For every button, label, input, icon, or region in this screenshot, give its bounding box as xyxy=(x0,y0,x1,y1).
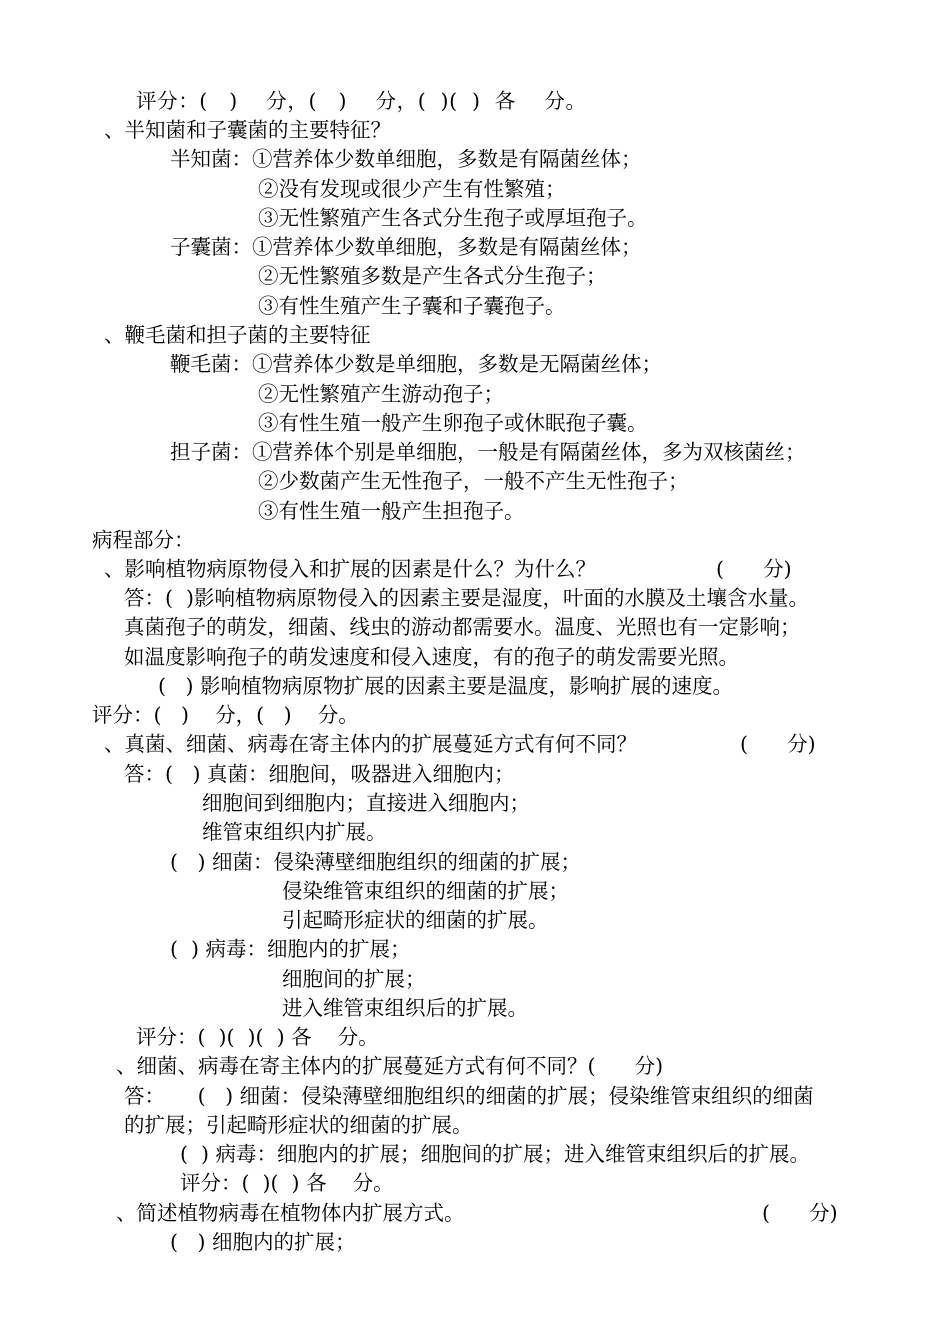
answer-line: ( ) 细胞内的扩展； xyxy=(170,1230,356,1254)
answer-line: ②无性繁殖产生游动孢子； xyxy=(258,382,504,406)
scoring-line: 评分：( )( )( ) 各 分。 xyxy=(136,1025,379,1049)
question-heading: 、简述植物病毒在植物体内扩展方式。 xyxy=(116,1201,465,1225)
answer-line: ③有性生殖一般产生卵孢子或休眠孢子囊。 xyxy=(258,411,648,435)
points-label: ( 分) xyxy=(740,732,816,756)
answer-line: 引起畸形症状的细菌的扩展。 xyxy=(282,908,549,932)
answer-line: ( ) 细菌：侵染薄壁细胞组织的细菌的扩展； xyxy=(170,850,582,874)
answer-line: 答：( ) 真菌：细胞间，吸器进入细胞内； xyxy=(124,762,515,786)
question-heading: 、细菌、病毒在寄主体内的扩展蔓延方式有何不同？( 分) xyxy=(116,1054,664,1078)
scoring-line: 评分：( )( ) 各 分。 xyxy=(180,1171,394,1195)
question-heading: 、半知菌和子囊菌的主要特征？ xyxy=(104,118,391,142)
points-label: ( 分) xyxy=(716,557,792,581)
answer-line: 半知菌：①营养体少数单细胞，多数是有隔菌丝体； xyxy=(170,147,642,171)
points-label: ( 分) xyxy=(762,1201,838,1225)
answer-line: 细胞间到细胞内；直接进入细胞内； xyxy=(202,791,530,815)
question-heading: 、影响植物病原物侵入和扩展的因素是什么？为什么？ xyxy=(104,557,596,581)
question-heading: 、鞭毛菌和担子菌的主要特征 xyxy=(104,323,371,347)
answer-line: 的扩展；引起畸形症状的细菌的扩展。 xyxy=(124,1113,473,1137)
answer-line: ②无性繁殖多数是产生各式分生孢子； xyxy=(258,264,607,288)
scoring-line: 评分：( ) 分，( ) 分，( )( ) 各 分。 xyxy=(136,89,587,113)
answer-line: ( ) 病毒：细胞内的扩展；细胞间的扩展；进入维管束组织后的扩展。 xyxy=(180,1142,811,1166)
answer-line: 答： ( ) 细菌：侵染薄壁细胞组织的细菌的扩展；侵染维管束组织的细菌 xyxy=(124,1084,814,1108)
scoring-line: 评分：( ) 分，( ) 分。 xyxy=(92,703,359,727)
answer-line: ( ) 影响植物病原物扩展的因素主要是温度，影响扩展的速度。 xyxy=(158,674,734,698)
answer-line: ②没有发现或很少产生有性繁殖； xyxy=(258,177,566,201)
answer-line: ( ) 病毒：细胞内的扩展； xyxy=(170,937,411,961)
section-heading: 病程部分： xyxy=(92,528,195,552)
answer-line: 担子菌：①营养体个别是单细胞，一般是有隔菌丝体，多为双核菌丝； xyxy=(170,440,806,464)
answer-line: 子囊菌：①营养体少数单细胞，多数是有隔菌丝体； xyxy=(170,235,642,259)
answer-line: ③有性生殖产生子囊和子囊孢子。 xyxy=(258,294,566,318)
answer-line: 答：( )影响植物病原物侵入的因素主要是湿度，叶面的水膜及土壤含水量。 xyxy=(124,586,810,610)
question-heading: 、真菌、细菌、病毒在寄主体内的扩展蔓延方式有何不同？ xyxy=(104,732,637,756)
answer-line: ②少数菌产生无性孢子，一般不产生无性孢子； xyxy=(258,469,689,493)
answer-line: 如温度影响孢子的萌发速度和侵入速度，有的孢子的萌发需要光照。 xyxy=(124,645,739,669)
answer-line: 维管束组织内扩展。 xyxy=(202,820,387,844)
answer-line: ③有性生殖一般产生担孢子。 xyxy=(258,499,525,523)
answer-line: 进入维管束组织后的扩展。 xyxy=(282,996,528,1020)
answer-line: ③无性繁殖产生各式分生孢子或厚垣孢子。 xyxy=(258,206,648,230)
answer-line: 鞭毛菌：①营养体少数是单细胞，多数是无隔菌丝体； xyxy=(170,352,662,376)
answer-line: 细胞间的扩展； xyxy=(282,967,426,991)
answer-line: 侵染维管束组织的细菌的扩展； xyxy=(282,879,569,903)
answer-line: 真菌孢子的萌发，细菌、线虫的游动都需要水。温度、光照也有一定影响； xyxy=(124,615,801,639)
